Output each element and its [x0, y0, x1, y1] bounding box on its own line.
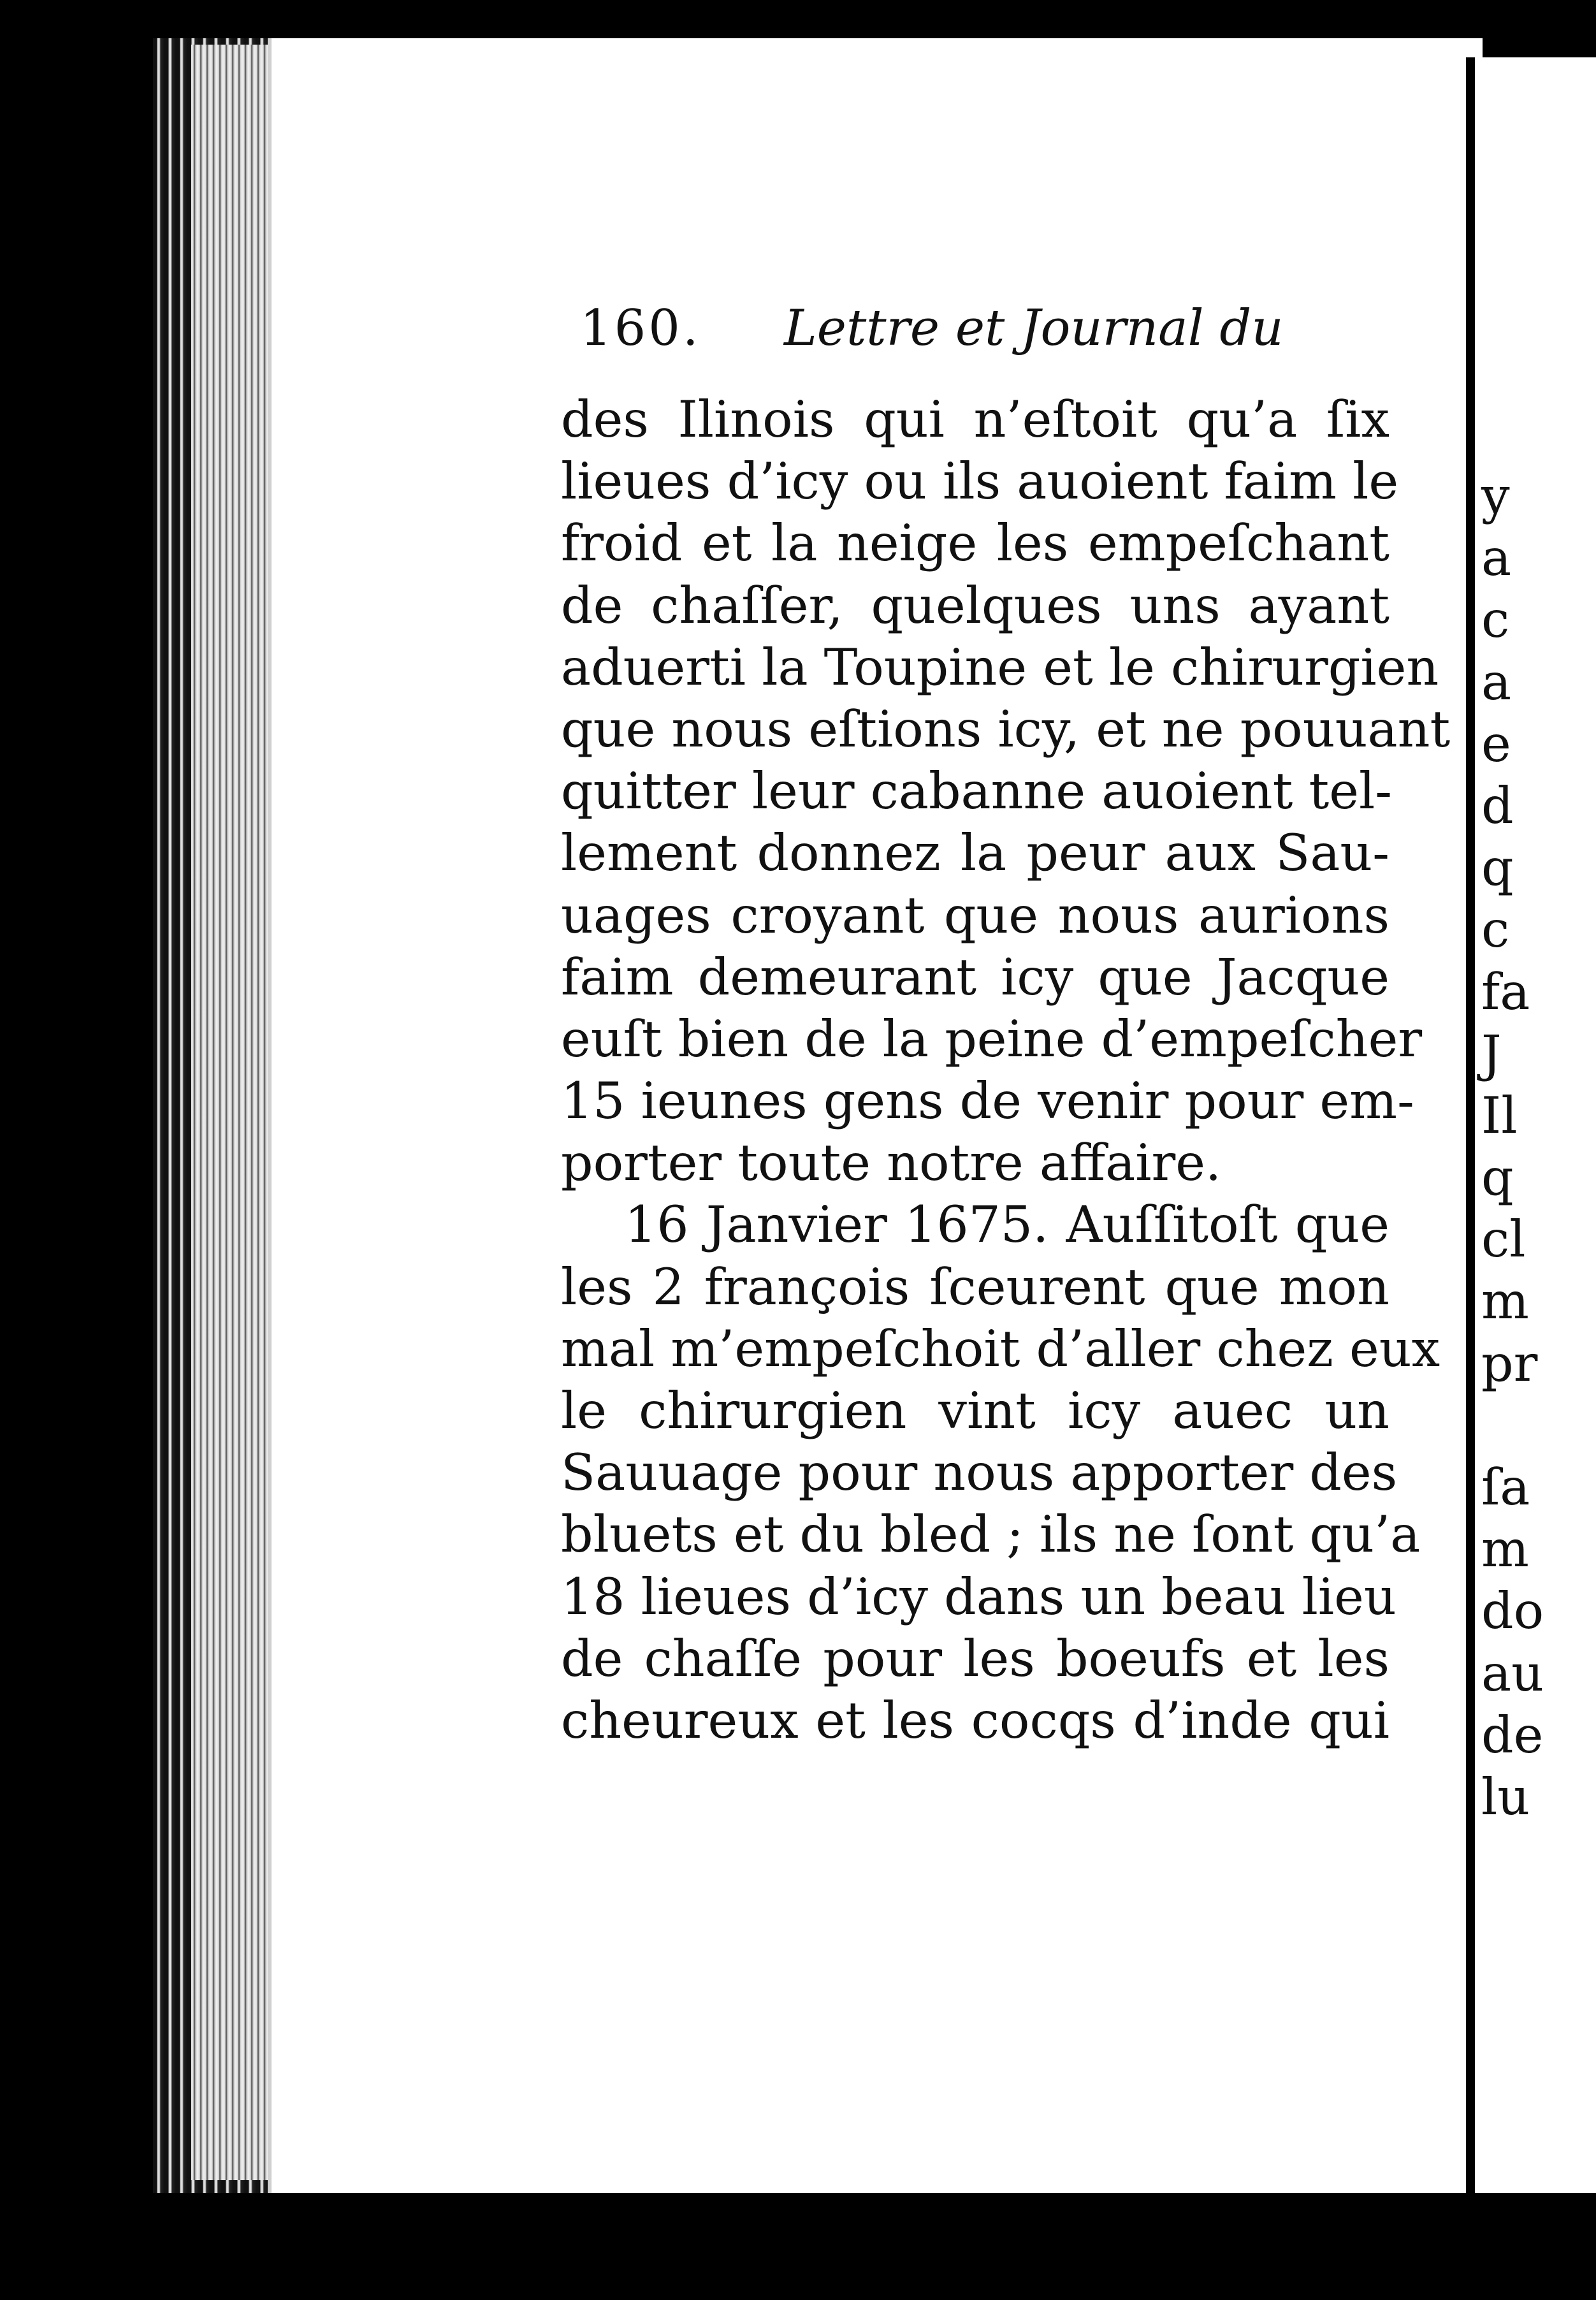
text-line: bluets et du bled ; ils ne ſont qu’a: [561, 1505, 1421, 1564]
facing-fragment: au: [1481, 1643, 1544, 1703]
bottom-shadow: [268, 2193, 1596, 2300]
text-line: des Ilinois qui n’eſtoit qu’a ſix: [561, 390, 1389, 449]
running-header: [580, 300, 1389, 370]
text-line: Sauuage pour nous apporter des: [561, 1443, 1398, 1503]
facing-fragment: fa: [1481, 962, 1530, 1021]
text-line: froid et la neige les empeſchant: [561, 514, 1389, 573]
page-number: 160.: [580, 300, 701, 357]
facing-fragment: cl: [1481, 1210, 1526, 1269]
text-line: quitter leur cabanne auoient tel-: [561, 762, 1393, 821]
facing-fragment: y: [1481, 467, 1510, 525]
facing-fragment: do: [1481, 1582, 1544, 1641]
facing-fragment: q: [1481, 838, 1514, 898]
facing-fragment: a: [1481, 652, 1512, 711]
text-line: aduerti la Toupine et le chirurgien: [561, 637, 1439, 697]
text-line: cheureux et les cocqs d’inde qui: [561, 1691, 1389, 1750]
text-line: faim demeurant icy que Jacque: [561, 947, 1389, 1007]
facing-fragment: m: [1481, 1520, 1529, 1579]
body-text: [561, 389, 1451, 1752]
text-line: 15 ieunes gens de venir pour em-: [561, 1072, 1414, 1131]
facing-fragment: q: [1481, 1148, 1514, 1207]
text-line: lement donnez la peur aux Sau-: [561, 824, 1389, 883]
text-line: 16 Janvier 1675. Auſſitoſt que: [625, 1195, 1389, 1255]
text-line: les 2 françois ſceurent que mon: [561, 1257, 1389, 1316]
facing-fragment: c: [1481, 590, 1510, 650]
facing-fragment: pr: [1481, 1334, 1538, 1393]
text-line: de chaſſe pour les boeufs et les: [561, 1629, 1389, 1688]
text-line: de chaſſer, quelques uns ayant: [561, 576, 1389, 635]
facing-fragment: de: [1481, 1705, 1544, 1765]
text-line: euſt bien de la peine d’empeſcher: [561, 1009, 1423, 1068]
facing-fragment: ſa: [1481, 1458, 1530, 1517]
facing-fragment: J: [1481, 1024, 1502, 1083]
facing-page-text: [1481, 465, 1596, 1828]
facing-fragment: Il: [1481, 1086, 1518, 1145]
facing-fragment: d: [1481, 776, 1514, 835]
facing-fragment: c: [1481, 900, 1510, 959]
running-title: Lettre et Journal du: [784, 300, 1284, 357]
facing-page: [1466, 57, 1596, 2199]
text-line: le chirurgien vint icy auec un: [561, 1381, 1389, 1440]
text-line: que nous eſtions icy, et ne pouuant: [561, 699, 1451, 759]
facing-fragment: e: [1481, 714, 1511, 773]
facing-fragment: lu: [1481, 1767, 1530, 1826]
facing-fragment: m: [1481, 1272, 1529, 1331]
text-line: porter toute notre affaire.: [561, 1133, 1222, 1193]
text-line: lieues d’icy ou ils auoient faim le: [561, 452, 1399, 511]
facing-fragment: a: [1481, 528, 1512, 588]
text-line: mal m’empeſchoit d’aller chez eux: [561, 1319, 1440, 1378]
text-line: 18 lieues d’icy dans un beau lieu: [561, 1567, 1396, 1626]
text-line: uages croyant que nous aurions: [561, 885, 1389, 945]
